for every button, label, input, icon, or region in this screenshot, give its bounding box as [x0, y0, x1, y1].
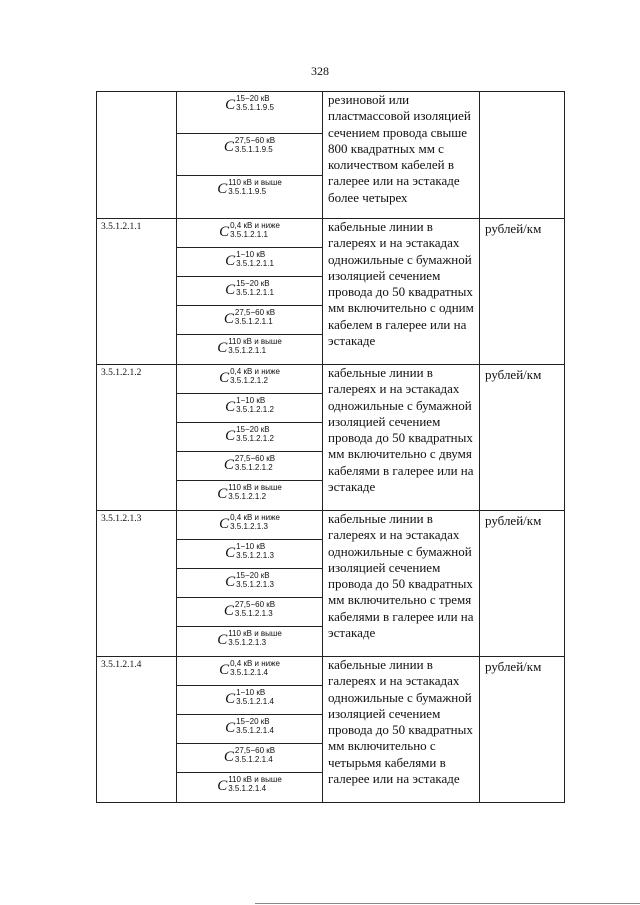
- formula-row: [177, 715, 322, 744]
- formula-row: [177, 511, 322, 540]
- page-number: 328: [311, 64, 329, 78]
- item-description: кабельные линии в галереях и на эстакадах одножильные с бумажной изоляцией сечением провода до 50 квадратных мм включительно с двумя кабелями в галерее или на эстакаде: [323, 365, 480, 511]
- table-row: [97, 365, 565, 511]
- formula-index: 3.5.1.2.1.1: [236, 259, 274, 268]
- voltage-class: 27,5−60 кВ: [234, 308, 276, 317]
- rate-formula: [177, 250, 322, 270]
- formula-symbol: C: [225, 253, 236, 269]
- formula-symbol: C: [219, 662, 230, 678]
- rate-formula: [177, 454, 322, 474]
- rate-formula: [177, 600, 322, 620]
- formula-row: [177, 306, 322, 335]
- formula-symbol: C: [225, 545, 236, 561]
- formula-row: [177, 92, 322, 134]
- rate-formula: [177, 178, 322, 198]
- rate-formula: [177, 94, 322, 114]
- formula-index: 3.5.1.1.9.5: [236, 103, 274, 112]
- voltage-class: 110 кВ и выше: [228, 775, 282, 784]
- formula-index: 3.5.1.1.9.5: [228, 187, 267, 196]
- formula-row: [177, 134, 322, 176]
- voltage-class: 27,5−60 кВ: [234, 454, 276, 463]
- formula-symbol: C: [219, 370, 230, 386]
- formula-symbol: C: [225, 428, 236, 444]
- item-description: кабельные линии в галереях и на эстакадах одножильные с бумажной изоляцией сечением провода до 50 квадратных мм включительно с четырьмя кабелями в галерее или на эстакаде: [323, 657, 480, 803]
- unit-of-measure: рублей/км: [480, 219, 565, 365]
- formula-symbol: C: [225, 399, 236, 415]
- formula-index: 3.5.1.2.1.3: [230, 522, 268, 531]
- formula-index: 3.5.1.2.1.2: [236, 405, 274, 414]
- formula-symbol: C: [223, 749, 234, 765]
- item-code: 3.5.1.2.1.2: [97, 365, 177, 511]
- voltage-class: 15−20 кВ: [236, 571, 270, 580]
- formula-cell: [177, 511, 323, 657]
- rate-formula: [177, 337, 322, 357]
- item-description: резиновой или пластмассовой изоляцией сечением провода свыше 800 квадратных мм с количеством кабелей в галерее или на эстакаде более четырех: [323, 92, 480, 219]
- unit-of-measure: [480, 92, 565, 219]
- rate-formula: [177, 425, 322, 445]
- formula-row: [177, 452, 322, 481]
- item-code: 3.5.1.2.1.1: [97, 219, 177, 365]
- rate-formula: [177, 775, 322, 795]
- formula-cell: [177, 92, 323, 219]
- voltage-class: 1−10 кВ: [236, 396, 266, 405]
- formula-index: 3.5.1.2.1.1: [228, 346, 267, 355]
- formula-index: 3.5.1.2.1.4: [236, 726, 274, 735]
- voltage-class: 15−20 кВ: [236, 425, 270, 434]
- unit-of-measure: рублей/км: [480, 657, 565, 803]
- formula-index: 3.5.1.2.1.4: [234, 755, 273, 764]
- rate-formula: [177, 308, 322, 328]
- formula-symbol: C: [217, 486, 228, 502]
- formula-symbol: C: [223, 603, 234, 619]
- formula-symbol: C: [225, 282, 236, 298]
- formula-symbol: C: [225, 720, 236, 736]
- formula-row: [177, 176, 322, 218]
- rate-formula: [177, 688, 322, 708]
- unit-of-measure: рублей/км: [480, 365, 565, 511]
- item-description: кабельные линии в галереях и на эстакадах одножильные с бумажной изоляцией сечением провода до 50 квадратных мм включительно с тремя кабелями в галерее или на эстакаде: [323, 511, 480, 657]
- rate-formula: [177, 571, 322, 591]
- rate-formula: [177, 136, 322, 156]
- rate-formula: [177, 221, 322, 241]
- formula-index: 3.5.1.2.1.4: [228, 784, 267, 793]
- voltage-class: 1−10 кВ: [236, 688, 266, 697]
- formula-row: [177, 423, 322, 452]
- formula-symbol: C: [223, 139, 234, 155]
- scan-edge-line: [255, 903, 640, 904]
- formula-symbol: C: [217, 632, 228, 648]
- formula-symbol: C: [223, 457, 234, 473]
- formula-symbol: C: [225, 691, 236, 707]
- formula-row: [177, 277, 322, 306]
- formula-cell: [177, 657, 323, 803]
- formula-symbol: C: [223, 311, 234, 327]
- item-description: кабельные линии в галереях и на эстакадах одножильные с бумажной изоляцией сечением провода до 50 квадратных мм включительно с одним кабелем в галерее или на эстакаде: [323, 219, 480, 365]
- item-code: 3.5.1.2.1.3: [97, 511, 177, 657]
- rate-formula: [177, 279, 322, 299]
- voltage-class: 0,4 кВ и ниже: [230, 367, 280, 376]
- tariff-table: [96, 91, 565, 803]
- formula-row: [177, 219, 322, 248]
- voltage-class: 15−20 кВ: [236, 94, 270, 103]
- rate-formula: [177, 367, 322, 387]
- formula-index: 3.5.1.2.1.1: [230, 230, 268, 239]
- voltage-class: 110 кВ и выше: [228, 337, 282, 346]
- table-row: [97, 657, 565, 803]
- formula-index: 3.5.1.2.1.3: [236, 580, 274, 589]
- voltage-class: 110 кВ и выше: [228, 629, 282, 638]
- formula-row: [177, 657, 322, 686]
- formula-index: 3.5.1.1.9.5: [234, 145, 273, 154]
- formula-row: [177, 686, 322, 715]
- voltage-class: 15−20 кВ: [236, 717, 270, 726]
- formula-index: 3.5.1.2.1.4: [230, 668, 268, 677]
- formula-symbol: C: [225, 574, 236, 590]
- table-row: [97, 511, 565, 657]
- formula-index: 3.5.1.2.1.2: [228, 492, 267, 501]
- formula-symbol: C: [217, 181, 228, 197]
- item-code: 3.5.1.2.1.4: [97, 657, 177, 803]
- table-row: [97, 92, 565, 219]
- rate-formula: [177, 513, 322, 533]
- rate-formula: [177, 396, 322, 416]
- voltage-class: 110 кВ и выше: [228, 483, 282, 492]
- rate-formula: [177, 483, 322, 503]
- voltage-class: 0,4 кВ и ниже: [230, 221, 280, 230]
- formula-row: [177, 627, 322, 656]
- formula-cell: [177, 365, 323, 511]
- voltage-class: 27,5−60 кВ: [234, 600, 276, 609]
- voltage-class: 15−20 кВ: [236, 279, 270, 288]
- formula-symbol: C: [219, 224, 230, 240]
- formula-index: 3.5.1.2.1.3: [234, 609, 273, 618]
- formula-index: 3.5.1.2.1.3: [236, 551, 274, 560]
- formula-row: [177, 598, 322, 627]
- voltage-class: 1−10 кВ: [236, 542, 266, 551]
- rate-formula: [177, 717, 322, 737]
- formula-index: 3.5.1.2.1.2: [230, 376, 268, 385]
- formula-row: [177, 744, 322, 773]
- item-code: [97, 92, 177, 219]
- unit-of-measure: рублей/км: [480, 511, 565, 657]
- voltage-class: 0,4 кВ и ниже: [230, 513, 280, 522]
- formula-symbol: C: [225, 97, 236, 113]
- formula-row: [177, 365, 322, 394]
- rate-formula: [177, 746, 322, 766]
- formula-symbol: C: [217, 340, 228, 356]
- formula-index: 3.5.1.2.1.4: [236, 697, 274, 706]
- table-row: [97, 219, 565, 365]
- voltage-class: 27,5−60 кВ: [234, 746, 276, 755]
- formula-row: [177, 248, 322, 277]
- formula-symbol: C: [217, 778, 228, 794]
- formula-row: [177, 773, 322, 802]
- rate-formula: [177, 659, 322, 679]
- formula-cell: [177, 219, 323, 365]
- rate-formula: [177, 629, 322, 649]
- formula-row: [177, 481, 322, 510]
- formula-index: 3.5.1.2.1.3: [228, 638, 267, 647]
- formula-index: 3.5.1.2.1.1: [234, 317, 273, 326]
- formula-index: 3.5.1.2.1.1: [236, 288, 274, 297]
- formula-row: [177, 569, 322, 598]
- formula-row: [177, 394, 322, 423]
- rate-formula: [177, 542, 322, 562]
- formula-index: 3.5.1.2.1.2: [234, 463, 273, 472]
- voltage-class: 0,4 кВ и ниже: [230, 659, 280, 668]
- formula-symbol: C: [219, 516, 230, 532]
- formula-row: [177, 540, 322, 569]
- voltage-class: 1−10 кВ: [236, 250, 266, 259]
- formula-index: 3.5.1.2.1.2: [236, 434, 274, 443]
- formula-row: [177, 335, 322, 364]
- voltage-class: 27,5−60 кВ: [234, 136, 276, 145]
- voltage-class: 110 кВ и выше: [228, 178, 282, 187]
